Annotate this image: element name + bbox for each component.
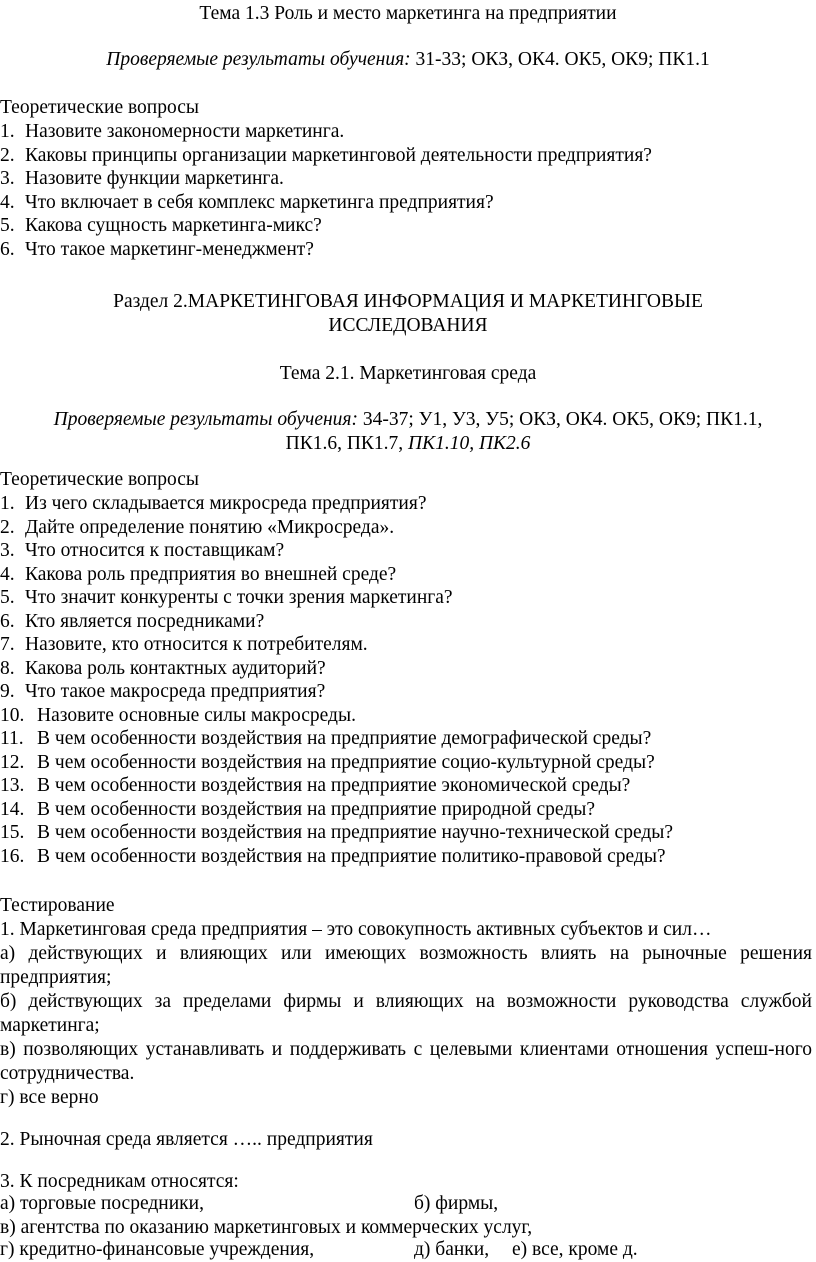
topic-1-3-results [0,48,816,72]
item-text: В чем особенности воздействия на предприятие социо-культурной среды? [37,751,655,773]
test-answer-3e: д) банки, [414,1239,490,1260]
topic-2-1-title: Тема 2.1. Маркетинговая среда [279,363,537,384]
item-number: 4. [0,563,15,585]
list-item [0,144,816,168]
results-label: Проверяемые результаты обучения: [106,49,411,70]
item-number: 3. [0,168,15,189]
item-text: Какова роль контактных аудиторий? [25,657,326,679]
item-number: 5. [0,587,15,608]
list-item [0,492,816,516]
list-item [0,214,816,238]
list-item [0,167,816,191]
topic-2-1-results-line1 [0,408,816,432]
list-item [0,657,816,681]
item-text: Кто является посредниками? [25,610,265,632]
list-item [0,751,816,775]
item-number: 2. [0,144,15,166]
item-number: 14. [0,798,25,820]
item-text: Назовите, кто относится к потребителям. [25,634,368,655]
test-answer-1c: в) позволяющих устанавливать и поддерживать с целевыми клиентами отношения успеш-ного сотрудничества. [0,1039,812,1084]
item-text: Что такое макросреда предприятия? [25,681,326,702]
list-item [0,610,816,634]
item-number: 1. [0,493,15,514]
test-answer-1a: а) действующих и влияющих или имеющих возможность влиять на рыночные решения предприятия; [0,943,812,988]
section-2-title-line1: Раздел 2.МАРКЕТИНГОВАЯ ИНФОРМАЦИЯ И МАРКЕТИНГОВЫЕ [113,291,703,312]
results-value: 34-37; У1, У3, У5; ОКЗ, ОК4. ОК5, ОК9; ПК1.1, [357,409,763,430]
item-text: Назовите основные силы макросреды. [37,704,356,726]
list-item [0,798,816,822]
test-question-3: 3. К посредникам относятся: [0,1171,239,1192]
item-text: Что включает в себя комплекс маркетинга предприятия? [25,191,494,213]
item-text: Из чего складывается микросреда предприятия? [25,493,427,514]
list-item [0,633,816,657]
list-item [0,238,816,262]
list-item [0,821,816,845]
item-number: 13. [0,775,25,796]
item-number: 7. [0,634,15,655]
results-value: 31-33; ОКЗ, ОК4. ОК5, ОК9; ПК1.1 [410,49,710,70]
item-text: В чем особенности воздействия на предприятие демографической среды? [37,728,652,749]
item-text: В чем особенности воздействия на предприятие природной среды? [37,798,595,820]
item-number: 6. [0,610,15,632]
test-answer-3f: е) все, кроме д. [512,1239,638,1260]
item-text: Дайте определение понятию «Микросреда». [25,516,395,538]
item-text: Какова сущность маркетинга-микс? [25,215,322,236]
list-item [0,774,816,798]
list-item [0,539,816,563]
item-text: В чем особенности воздействия на предприятие научно-технической среды? [37,822,674,843]
list-item [0,845,816,869]
topic-2-1-results-line2 [0,432,816,456]
item-number: 8. [0,657,15,679]
topic-1-3-title: Тема 1.3 Роль и место маркетинга на предприятии [199,3,617,24]
item-text: Какова роль предприятия во внешней среде? [25,563,397,585]
test-answer-1b: б) действующих за пределами фирмы и влияющих на возможности руководства службой маркетинга; [0,991,812,1036]
list-item [0,563,816,587]
list-item [0,727,816,751]
list-item [0,191,816,215]
item-text: Назовите функции маркетинга. [25,168,284,189]
list-item [0,704,816,728]
topic-1-3-questions-heading: Теоретические вопросы [0,97,199,118]
item-number: 3. [0,540,15,561]
item-number: 15. [0,822,25,843]
item-number: 2. [0,516,15,538]
results-value-plain: ПК1.6, ПК1.7, [285,433,409,454]
item-number: 9. [0,681,15,702]
item-number: 1. [0,121,15,142]
test-answer-3d: г) кредитно-финансовые учреждения, [0,1239,315,1260]
topic-2-1-questions-heading: Теоретические вопросы [0,469,199,490]
results-value-italic: ПК1.10, ПК2.6 [408,433,531,454]
item-text: Что такое маркетинг-менеджмент? [25,238,314,260]
item-text: Что значит конкуренты с точки зрения маркетинга? [25,587,453,608]
item-number: 16. [0,845,25,867]
item-number: 10. [0,704,25,726]
list-item [0,120,816,144]
item-number: 5. [0,215,15,236]
item-number: 11. [0,728,24,749]
section-2-title-line2: ИССЛЕДОВАНИЯ [328,315,488,336]
test-question-2: 2. Рыночная среда является ….. предприятия [0,1129,373,1150]
test-answer-3c: в) агентства по оказанию маркетинговых и коммерческих услуг, [0,1217,533,1238]
list-item [0,680,816,704]
item-text: Что относится к поставщикам? [25,540,285,561]
item-text: В чем особенности воздействия на предприятие политико-правовой среды? [37,845,666,867]
test-answer-3a: а) торговые посредники, [0,1193,204,1214]
item-text: В чем особенности воздействия на предприятие экономической среды? [37,775,631,796]
list-item [0,586,816,610]
item-number: 12. [0,751,25,773]
testing-heading: Тестирование [0,895,115,916]
test-question-1: 1. Маркетинговая среда предприятия – это совокупность активных субъектов и сил… [0,919,712,940]
topic-1-3-questions-list [0,120,816,261]
topic-2-1-questions-list [0,492,816,868]
test-answer-3b: б) фирмы, [414,1193,499,1214]
item-text: Назовите закономерности маркетинга. [25,121,345,142]
test-answer-1d: г) все верно [0,1087,99,1108]
item-number: 6. [0,238,15,260]
results-label: Проверяемые результаты обучения: [53,409,358,430]
item-number: 4. [0,191,15,213]
item-text: Каковы принципы организации маркетинговой деятельности предприятия? [25,144,652,166]
list-item [0,516,816,540]
